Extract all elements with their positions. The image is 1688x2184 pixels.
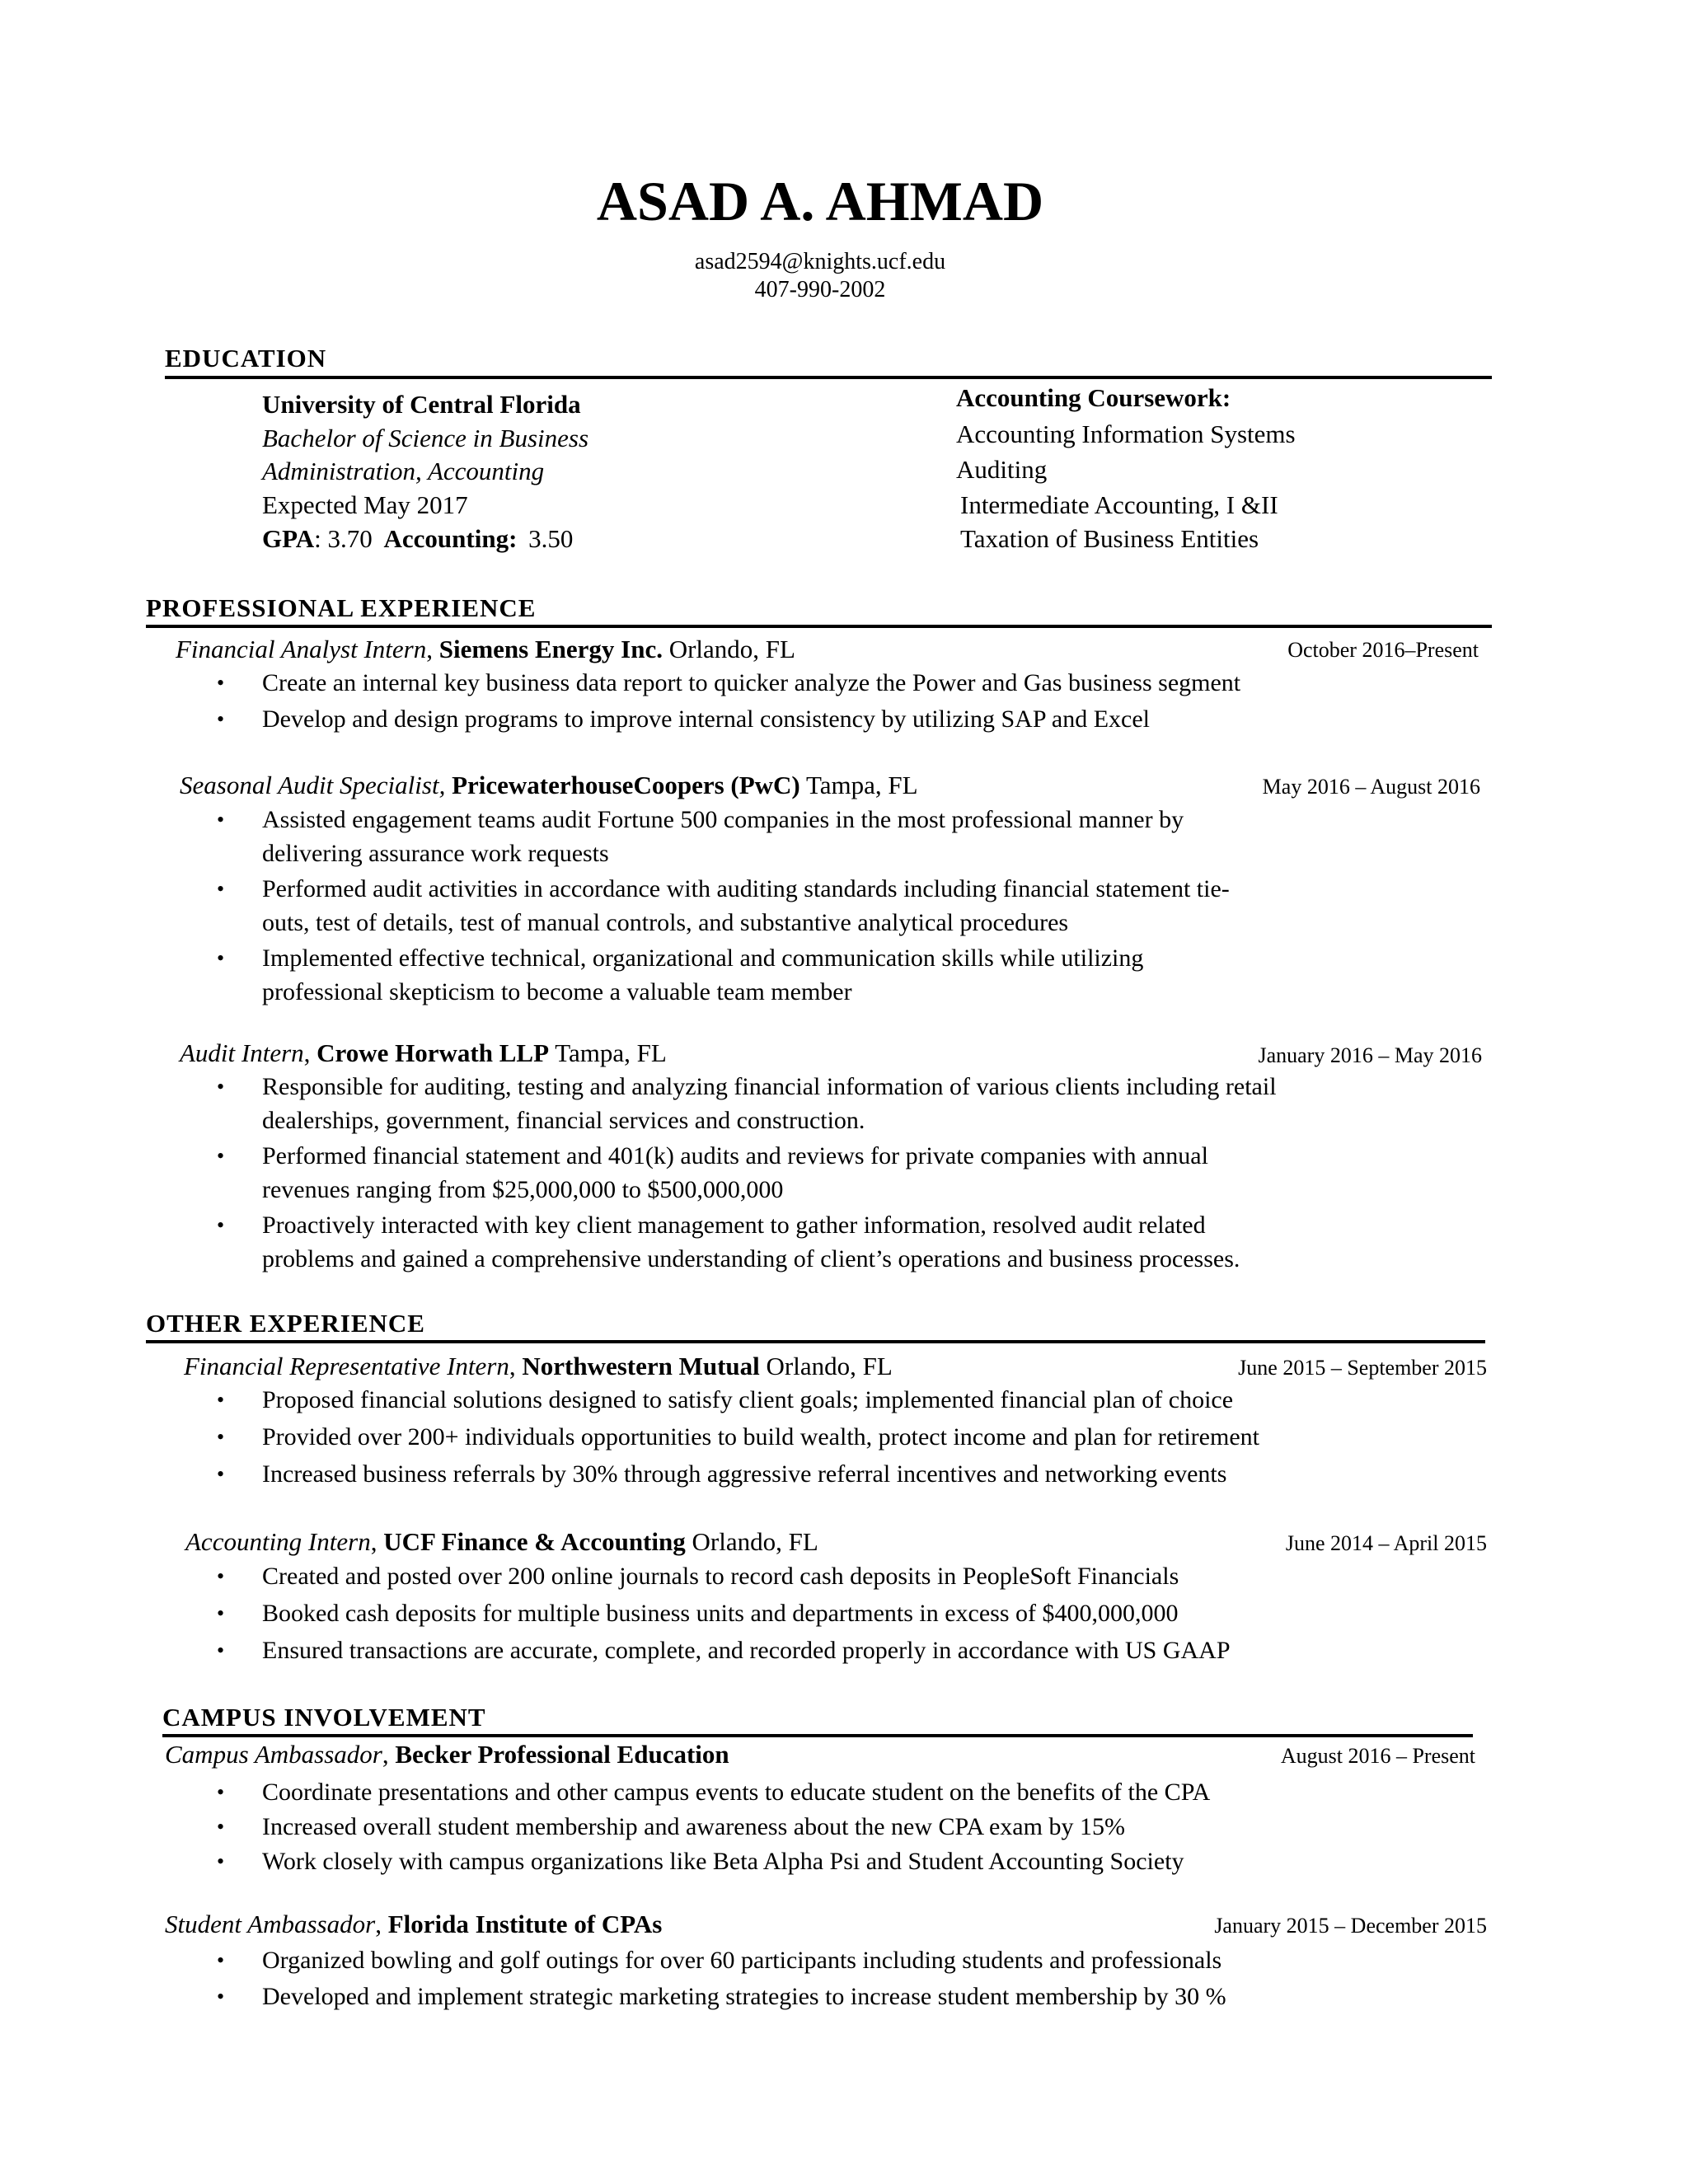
- bullet-glyph: •: [217, 946, 225, 970]
- job-separator: ,: [509, 1352, 523, 1380]
- list-item: [217, 1633, 1231, 1667]
- resume-name: ASAD A. AHMAD: [596, 170, 1044, 232]
- job-heading: [180, 771, 918, 800]
- job-company: Becker Professional Education: [395, 1740, 729, 1769]
- gpa-line: [262, 524, 573, 554]
- course-item: Taxation of Business Entities: [960, 524, 1259, 553]
- bullet-text: Performed financial statement and 401(k) audits and reviews for private companies with annual: [262, 1142, 1208, 1169]
- bullet-text: Proactively interacted with key client management to gather information, resolved audit related: [262, 1212, 1206, 1239]
- job-bullets: [217, 1383, 1259, 1491]
- job-dates: June 2015 – September 2015: [1238, 1356, 1487, 1380]
- bullet-text: Booked cash deposits for multiple business units and departments in excess of $400,000,000: [262, 1600, 1179, 1627]
- bullet-text: dealerships, government, financial services and construction.: [262, 1107, 865, 1134]
- bullet-glyph: •: [217, 1425, 225, 1449]
- coursework-heading: Accounting Coursework:: [956, 383, 1231, 412]
- job-heading: [180, 1038, 667, 1068]
- job-dates: June 2014 – April 2015: [1285, 1531, 1487, 1555]
- job-heading: [165, 1740, 729, 1769]
- job-title: Financial Representative Intern: [184, 1352, 509, 1380]
- bullet-glyph: •: [217, 1075, 225, 1099]
- section-divider: [146, 625, 1492, 628]
- job-dates: October 2016–Present: [1287, 638, 1479, 662]
- course-item: Auditing: [956, 455, 1048, 484]
- bullet-text: problems and gained a comprehensive understanding of client’s operations and business processes.: [262, 1245, 1240, 1272]
- bullet-text: delivering assurance work requests: [262, 840, 609, 867]
- job-company: Northwestern Mutual: [522, 1352, 760, 1380]
- bullet-glyph: •: [217, 808, 225, 832]
- list-item: [217, 941, 1230, 1009]
- list-item: [217, 1943, 1226, 1980]
- course-item: Intermediate Accounting, I &II: [960, 490, 1278, 519]
- list-item: [217, 1208, 1277, 1276]
- bullet-glyph: •: [217, 1564, 225, 1588]
- bullet-text: Responsible for auditing, testing and analyzing financial information of various clients including retail: [262, 1073, 1277, 1100]
- course-item: Accounting Information Systems: [956, 419, 1296, 448]
- bullet-glyph: •: [217, 1985, 225, 2008]
- bullet-text: Create an internal key business data report to quicker analyze the Power and Gas business segment: [262, 669, 1241, 696]
- job-title: Seasonal Audit Specialist,: [180, 771, 446, 799]
- job-dates: January 2016 – May 2016: [1258, 1043, 1482, 1067]
- list-item: [217, 702, 1240, 736]
- list-item: [217, 1457, 1259, 1491]
- bullet-glyph: •: [217, 1948, 225, 1972]
- section-heading-other: OTHER EXPERIENCE: [146, 1309, 425, 1338]
- job-heading: [165, 1910, 662, 1939]
- bullet-text: Developed and implement strategic marketing strategies to increase student membership by 30 %: [262, 1983, 1226, 2010]
- list-item: [217, 803, 1230, 872]
- job-location: Tampa, FL: [549, 1038, 667, 1067]
- job-bullets: [217, 1775, 1211, 1878]
- job-dates: August 2016 – Present: [1280, 1744, 1475, 1768]
- bullet-text: revenues ranging from $25,000,000 to $500,000,000: [262, 1176, 784, 1203]
- section-divider: [162, 1734, 1473, 1737]
- section-divider: [165, 376, 1492, 379]
- bullet-text: Created and posted over 200 online journals to record cash deposits in PeopleSoft Financials: [262, 1563, 1179, 1590]
- bullet-text: Coordinate presentations and other campus events to educate student on the benefits of the CPA: [262, 1779, 1211, 1806]
- list-item: [217, 1844, 1210, 1878]
- job-location: Orlando, FL: [662, 635, 795, 663]
- degree-line: Bachelor of Science in Business: [262, 424, 589, 452]
- bullet-text: Increased business referrals by 30% through aggressive referral incentives and networking events: [262, 1460, 1227, 1488]
- accounting-gpa-label: Accounting:: [383, 524, 518, 553]
- job-location: Orlando, FL: [685, 1527, 818, 1556]
- list-item: [217, 1383, 1259, 1420]
- job-company: Florida Institute of CPAs: [387, 1910, 663, 1938]
- list-item: [217, 1980, 1226, 2013]
- job-heading: [184, 1352, 893, 1381]
- job-title: Student Ambassador: [165, 1910, 376, 1938]
- bullet-text: Performed audit activities in accordance with auditing standards including financial statement tie-: [262, 875, 1230, 902]
- bullet-text: Increased overall student membership and awareness about the new CPA exam by 15%: [262, 1813, 1125, 1840]
- section-heading-professional: PROFESSIONAL EXPERIENCE: [146, 593, 537, 622]
- job-heading: [176, 635, 795, 664]
- bullet-text: professional skepticism to become a valuable team member: [262, 978, 852, 1005]
- bullet-text: Develop and design programs to improve internal consistency by utilizing SAP and Excel: [262, 705, 1150, 733]
- list-item: [217, 1810, 1210, 1844]
- job-title: Financial Analyst Intern: [176, 635, 427, 663]
- bullet-text: outs, test of details, test of manual controls, and substantive analytical procedures: [262, 909, 1069, 936]
- job-dates: May 2016 – August 2016: [1262, 775, 1480, 799]
- bullet-glyph: •: [217, 1213, 225, 1237]
- job-separator: [445, 771, 452, 799]
- section-heading-education: EDUCATION: [165, 344, 327, 373]
- bullet-glyph: •: [217, 707, 225, 731]
- bullet-glyph: •: [217, 1849, 225, 1873]
- bullet-glyph: •: [217, 1638, 225, 1662]
- job-separator: ,: [382, 1740, 396, 1769]
- job-company: Crowe Horwath LLP: [316, 1038, 550, 1067]
- job-company: PricewaterhouseCoopers (PwC): [452, 771, 800, 799]
- job-bullets: [217, 666, 1241, 736]
- list-item: [217, 1775, 1211, 1810]
- bullet-text: Implemented effective technical, organizational and communication skills while utilizing: [262, 944, 1144, 972]
- bullet-glyph: •: [217, 1144, 225, 1168]
- list-item: [217, 1596, 1231, 1633]
- school-name: University of Central Florida: [262, 390, 581, 419]
- expected-graduation: Expected May 2017: [262, 490, 468, 519]
- bullet-text: Organized bowling and golf outings for over 60 participants including students and professionals: [262, 1947, 1222, 1974]
- list-item: [217, 1070, 1277, 1139]
- bullet-glyph: •: [217, 1780, 225, 1804]
- bullet-text: Work closely with campus organizations like Beta Alpha Psi and Student Accounting Society: [262, 1848, 1184, 1875]
- bullet-glyph: •: [217, 877, 225, 901]
- bullet-glyph: •: [217, 1462, 225, 1486]
- list-item: [217, 1559, 1231, 1596]
- bullet-glyph: •: [217, 1601, 225, 1625]
- contact-phone: 407-990-2002: [754, 277, 886, 302]
- bullet-text: Assisted engagement teams audit Fortune 500 companies in the most professional manner by: [262, 806, 1184, 833]
- job-title: Campus Ambassador: [165, 1740, 382, 1769]
- job-location: Orlando, FL: [759, 1352, 893, 1380]
- degree-line: Administration, Accounting: [262, 457, 545, 485]
- bullet-text: Ensured transactions are accurate, complete, and recorded properly in accordance with US GAAP: [262, 1637, 1231, 1664]
- job-company: Siemens Energy Inc.: [438, 635, 663, 663]
- gpa-label: GPA: [262, 524, 315, 553]
- job-separator: ,: [370, 1527, 384, 1556]
- job-company: UCF Finance & Accounting: [383, 1527, 686, 1556]
- list-item: [217, 666, 1241, 702]
- bullet-text: Provided over 200+ individuals opportunities to build wealth, protect income and plan for retirement: [262, 1423, 1259, 1451]
- job-bullets: [217, 1559, 1231, 1667]
- job-title: Accounting Intern: [185, 1527, 371, 1556]
- list-item: [217, 1139, 1277, 1208]
- job-title: Audit Intern: [180, 1038, 304, 1067]
- job-bullets: [217, 1070, 1277, 1276]
- job-separator: ,: [426, 635, 439, 663]
- section-divider: [146, 1340, 1485, 1343]
- job-location: Tampa, FL: [799, 771, 918, 799]
- bullet-glyph: •: [217, 1815, 225, 1839]
- contact-email: asad2594@knights.ucf.edu: [694, 249, 946, 274]
- job-separator: ,: [375, 1910, 388, 1938]
- job-bullets: [217, 1943, 1226, 2013]
- gpa-value: : 3.70: [314, 524, 373, 553]
- list-item: [217, 1420, 1259, 1457]
- bullet-text: Proposed financial solutions designed to satisfy client goals; implemented financial plan of choice: [262, 1386, 1234, 1413]
- job-bullets: [217, 803, 1230, 1009]
- bullet-glyph: •: [217, 671, 225, 695]
- accounting-gpa-value: 3.50: [528, 524, 574, 553]
- job-separator: ,: [303, 1038, 317, 1067]
- list-item: [217, 872, 1230, 941]
- section-heading-campus: CAMPUS INVOLVEMENT: [162, 1703, 486, 1732]
- job-dates: January 2015 – December 2015: [1214, 1914, 1487, 1938]
- job-heading: [185, 1527, 818, 1557]
- bullet-glyph: •: [217, 1388, 225, 1412]
